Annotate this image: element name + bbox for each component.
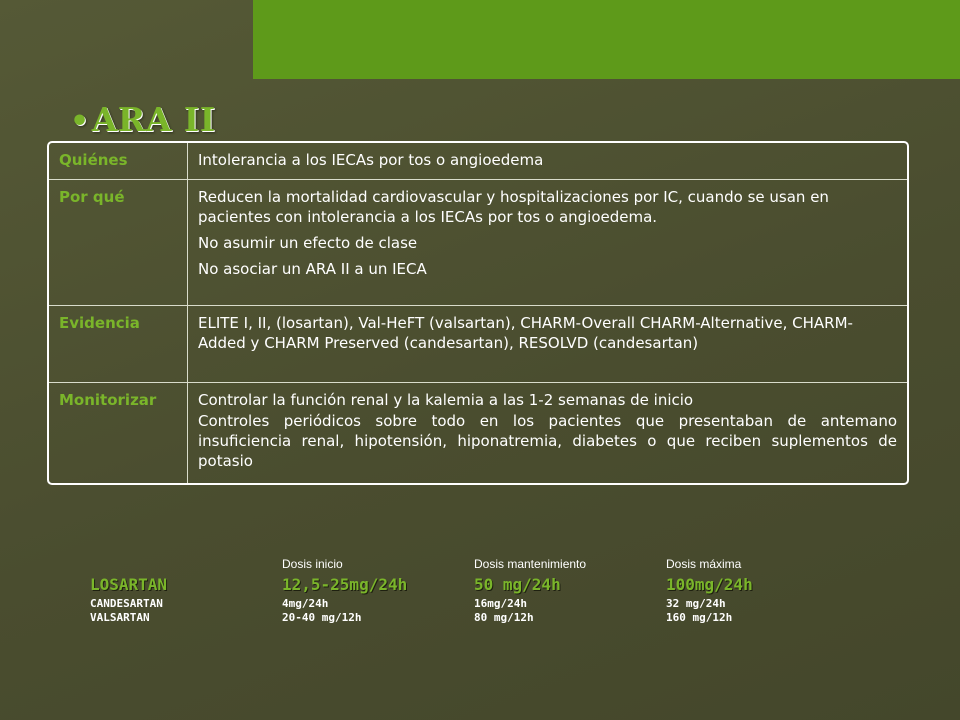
table-row-evidencia <box>49 305 907 382</box>
max-dose: 160 mg/12h <box>666 611 733 624</box>
table-row-por-que <box>49 179 907 305</box>
content-line: No asumir un efecto de clase <box>198 234 418 252</box>
max-dose: 100mg/24h <box>666 575 753 594</box>
dosing-row-losartan <box>90 575 810 597</box>
content-line: Intolerancia a los IECAs por tos o angioedema <box>198 151 544 169</box>
row-label: Quiénes <box>49 143 188 179</box>
info-table <box>47 141 909 485</box>
header-maintenance-dose: Dosis mantenimiento <box>474 557 587 571</box>
content-line: ELITE I, II, (losartan), Val-HeFT (valsartan), CHARM-Overall CHARM-Alternative, CHARM-Added y CHARM Preserved (candesartan), RESOLVD (candesartan) <box>198 314 853 352</box>
maintenance-dose: 80 mg/12h <box>474 611 534 624</box>
start-dose: 12,5-25mg/24h <box>282 575 408 594</box>
top-accent-block <box>253 0 960 79</box>
row-content <box>188 306 907 382</box>
header-start-dose: Dosis inicio <box>282 557 343 571</box>
dosing-row-candesartan <box>90 597 810 611</box>
row-content <box>188 143 907 179</box>
content-line: No asociar un ARA II a un IECA <box>198 260 427 278</box>
table-row-monitorizar <box>49 382 907 485</box>
start-dose: 4mg/24h <box>282 597 329 610</box>
drug-name: VALSARTAN <box>90 611 150 624</box>
content-line: Reducen la mortalidad cardiovascular y hospitalizaciones por IC, cuando se usan en pacientes con intolerancia a los IECAs por tos o angioedema. <box>198 188 829 226</box>
row-content <box>188 383 907 485</box>
dosing-row-valsartan <box>90 611 810 625</box>
drug-name: LOSARTAN <box>90 575 168 594</box>
row-content <box>188 180 907 305</box>
dosing-table <box>90 557 810 625</box>
row-label: Evidencia <box>49 306 188 382</box>
drug-name: CANDESARTAN <box>90 597 163 610</box>
content-line: Controlar la función renal y la kalemia a las 1-2 semanas de inicio <box>198 391 694 409</box>
bullet-icon: • <box>70 104 90 139</box>
slide-title <box>70 100 216 142</box>
content-line: Controles periódicos sobre todo en los pacientes que presentaban de antemano insuficiencia renal, hipotensión, hiponatremia, diabetes o que reciben suplementos de potasio <box>198 412 897 470</box>
table-row-quienes <box>49 143 907 179</box>
header-max-dose: Dosis máxima <box>666 557 742 571</box>
row-label: Por qué <box>49 180 188 305</box>
maintenance-dose: 50 mg/24h <box>474 575 561 594</box>
slide-title-text: ARA II <box>91 100 216 139</box>
maintenance-dose: 16mg/24h <box>474 597 527 610</box>
row-label: Monitorizar <box>49 383 188 485</box>
start-dose: 20-40 mg/12h <box>282 611 362 624</box>
dosing-header-row <box>90 557 810 575</box>
max-dose: 32 mg/24h <box>666 597 726 610</box>
